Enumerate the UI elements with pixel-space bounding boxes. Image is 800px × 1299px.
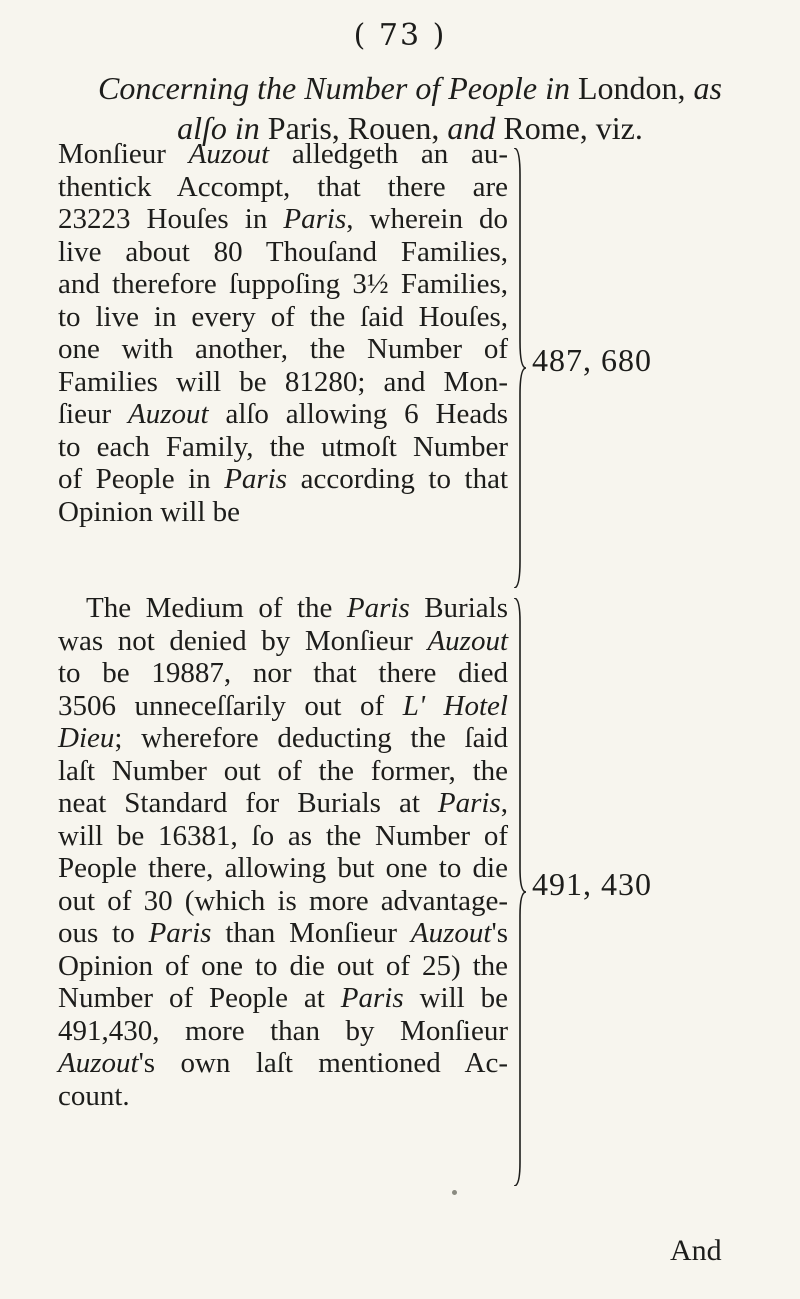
text-line xyxy=(58,203,508,236)
total-paris-people-auzout: 487, 680 xyxy=(532,342,652,378)
brace-shape xyxy=(512,598,528,1186)
title-italic: as xyxy=(693,70,722,106)
italic-run: Paris xyxy=(437,787,501,819)
italic-run: Paris xyxy=(346,592,410,624)
text-run: Burials xyxy=(409,592,508,624)
text-run: ous to xyxy=(58,917,149,949)
text-run: count. xyxy=(58,1079,130,1112)
ink-speck xyxy=(452,1190,457,1195)
paragraph-auzout-accompt xyxy=(58,138,508,528)
text-run: 's xyxy=(491,917,508,949)
text-line xyxy=(58,950,508,983)
italic-run: Auzout xyxy=(188,138,270,170)
paragraph-paris-burials xyxy=(58,592,508,1112)
text-run: The Medium of the xyxy=(86,592,347,624)
text-line xyxy=(58,398,508,431)
text-line xyxy=(58,722,508,755)
text-line xyxy=(58,463,508,496)
text-line xyxy=(58,301,508,334)
text-line xyxy=(58,852,508,885)
title-cities: Paris, Rouen, xyxy=(259,110,448,146)
title-cities: Rome, viz. xyxy=(495,110,643,146)
text-line xyxy=(58,171,508,204)
text-line xyxy=(58,885,508,918)
text-line xyxy=(58,333,508,366)
text-line xyxy=(58,917,508,950)
text-line xyxy=(58,690,508,723)
page-title xyxy=(60,68,760,148)
text-line xyxy=(58,592,508,625)
text-line xyxy=(58,755,508,788)
title-italic: and xyxy=(447,110,496,146)
text-run: will be xyxy=(403,982,508,1014)
italic-run: Dieu xyxy=(58,722,115,754)
title-italic: alſo in xyxy=(177,110,260,146)
text-run: Opinion of one to die out of 25) the xyxy=(58,949,508,982)
title-italic: Concerning the Number of People in xyxy=(98,70,570,106)
text-run: one with another, the Number of xyxy=(58,333,508,365)
text-run: than Monſieur xyxy=(211,917,411,949)
text-run: alſo allowing 6 Heads xyxy=(208,398,508,430)
italic-run: Paris xyxy=(283,203,347,235)
text-run: out of 30 (which is more advantage- xyxy=(58,884,508,917)
title-city: London, xyxy=(569,70,694,106)
text-line xyxy=(58,787,508,820)
text-run: , xyxy=(500,787,508,819)
text-run: alledgeth an au- xyxy=(269,138,508,170)
italic-run: Auzout xyxy=(58,1047,139,1079)
text-run: laſt Number out of the former, the xyxy=(58,754,508,787)
text-run: neat Standard for Burials at xyxy=(58,787,438,819)
text-line xyxy=(58,138,508,171)
text-line xyxy=(58,236,508,269)
text-run: according to that xyxy=(287,463,508,495)
catchword: And xyxy=(670,1234,722,1267)
italic-run: Paris xyxy=(148,917,212,949)
text-line xyxy=(58,1015,508,1048)
text-run: live about 80 Thouſand Families, xyxy=(58,235,508,268)
brace-bracket xyxy=(512,598,528,1186)
text-run: will be 16381, ſo as the Number of xyxy=(58,819,508,852)
text-run: 491,430, more than by Monſieur xyxy=(58,1014,508,1047)
title-line-1 xyxy=(60,68,760,108)
text-run: Monſieur xyxy=(58,138,189,170)
text-run: 3506 unneceſſarily out of xyxy=(58,689,403,722)
italic-run: L' Hotel xyxy=(402,689,508,722)
text-line xyxy=(58,820,508,853)
brace-shape xyxy=(512,148,528,588)
text-line xyxy=(58,982,508,1015)
text-run: was not denied by Monſieur xyxy=(58,624,428,657)
italic-run: Auzout xyxy=(410,917,492,949)
italic-run: Auzout xyxy=(128,398,209,430)
text-line xyxy=(58,268,508,301)
italic-run: Auzout xyxy=(427,624,508,657)
text-run: to each Family, the utmoſt Number xyxy=(58,430,508,463)
text-run: Families will be 81280; and Mon- xyxy=(58,365,508,398)
text-run: , wherein do xyxy=(346,203,508,235)
text-run: and therefore ſuppoſing 3½ Families, xyxy=(58,268,508,300)
text-line xyxy=(58,1047,508,1080)
text-run: People there, allowing but one to die xyxy=(58,852,508,884)
text-line xyxy=(58,431,508,464)
text-run: ; wherefore deducting the ſaid xyxy=(114,722,508,754)
text-line xyxy=(58,1080,508,1113)
text-run: Number of People at xyxy=(58,982,341,1014)
text-run: 23223 Houſes in xyxy=(58,203,284,235)
text-run: 's own laſt mentioned Ac- xyxy=(138,1047,508,1079)
page-number: ( 73 ) xyxy=(353,18,447,53)
text-run: of People in xyxy=(58,463,225,495)
italic-run: Paris xyxy=(340,982,404,1014)
text-run: thentick Accompt, that there are xyxy=(58,170,508,203)
brace-bracket xyxy=(512,148,528,588)
total-paris-people-standard: 491, 430 xyxy=(532,866,652,902)
text-run: ſieur xyxy=(58,398,129,430)
italic-run: Paris xyxy=(224,463,288,495)
text-line xyxy=(58,366,508,399)
text-line xyxy=(58,625,508,658)
text-line xyxy=(58,496,508,529)
text-run: to live in every of the ſaid Houſes, xyxy=(58,300,508,333)
text-line xyxy=(58,657,508,690)
text-run: to be 19887, nor that there died xyxy=(58,657,508,689)
text-run: Opinion will be xyxy=(58,495,241,528)
